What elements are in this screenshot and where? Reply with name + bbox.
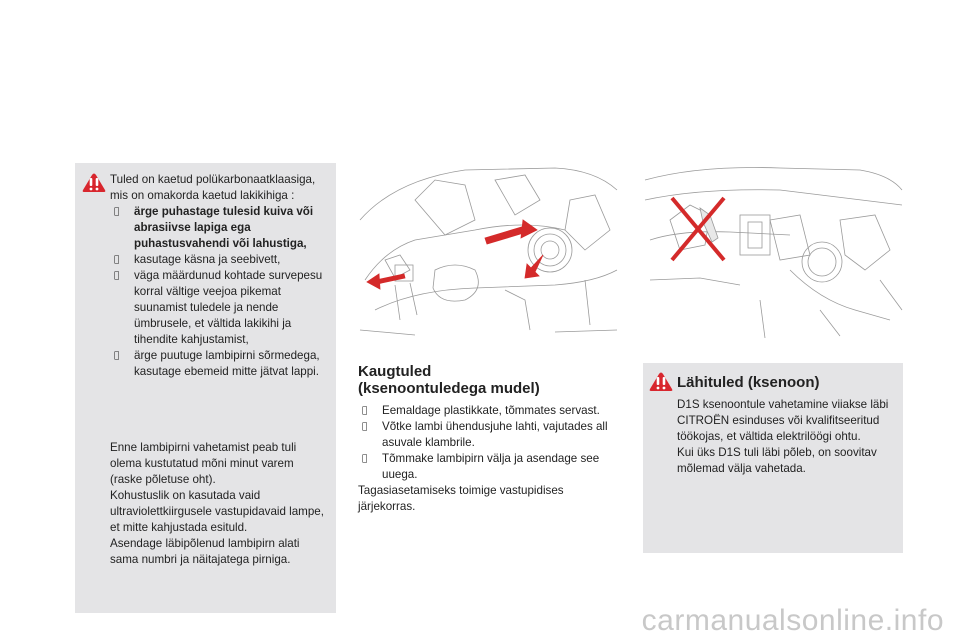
bullet-icon	[362, 419, 367, 435]
warning-item: väga määrdunud kohtade survepesu korral vältige veejoa pikemat suunamist tuledele ja nende ümbrusele, et vältida lakikihi ja tihendite kahjustamist,	[110, 268, 330, 348]
instruction-item: Tõmmake lambipirn välja ja asendage see uuega.	[358, 451, 620, 483]
high-beam-heading	[358, 364, 618, 398]
high-beam-subtitle: (ksenoontuledega mudel)	[358, 380, 540, 397]
low-beam-title: Lähituled (ksenoon)	[677, 374, 820, 391]
bullet-icon	[114, 268, 119, 284]
bullet-icon	[114, 252, 119, 268]
instruction-item: Võtke lambi ühendusjuhe lahti, vajutades all asuvale klambrile.	[358, 419, 620, 451]
high-beam-removal-illustration	[355, 160, 620, 340]
warning-exclamation-icon	[648, 371, 674, 393]
warning-item: ärge puhastage tulesid kuiva või abrasiivse lapiga ega puhastusvahendi või lahustiga,	[110, 204, 330, 252]
warning-item: ärge puutuge lambipirni sõrmedega, kasutage ebemeid mitte jätvat lappi.	[110, 348, 330, 380]
bullet-icon	[114, 348, 119, 364]
reassembly-note: Tagasiasetamiseks toimige vastupidises järjekorras.	[358, 484, 564, 513]
bullet-icon	[362, 451, 367, 467]
low-beam-text: D1S ksenoontule vahetamine viiakse läbi CITROËN esinduses või kvalifitseeritud töökojas, et vältida elektrilöögi ohtu. Kui üks D1S tuli läbi põleb, on soovitav mõlemad välja vahetada.	[677, 398, 889, 475]
high-beam-title: Kaugtuled	[358, 363, 432, 380]
watermark: carmanualsonline.info	[641, 604, 944, 637]
high-beam-instructions	[358, 403, 620, 515]
bulb-replacement-note	[110, 440, 328, 568]
xenon-lamp-illustration	[640, 160, 905, 340]
note-text: Enne lambipirni vahetamist peab tuli olema kustutatud mõni minut varem (raske põletuse oht). Kohustuslik on kasutada vaid ultraviolettkiirgusele vastupidavaid lampe, et mitte kahjustada esituld. Asendage läbipõlenud lambipirn alati sama numbri ja näitajatega pirniga.	[110, 441, 324, 566]
warning-intro: Tuled on kaetud polükarbonaatklaasiga, mis on omakorda kaetud lakikihiga :	[110, 173, 316, 202]
bullet-icon	[362, 403, 367, 419]
headlamp-care-warning	[110, 172, 330, 380]
warning-exclamation-icon	[81, 172, 107, 194]
instruction-item: Eemaldage plastikkate, tõmmates servast.	[358, 403, 620, 419]
bullet-icon	[114, 204, 119, 220]
warning-item: kasutage käsna ja seebivett,	[110, 252, 330, 268]
low-beam-text-block	[677, 397, 895, 477]
